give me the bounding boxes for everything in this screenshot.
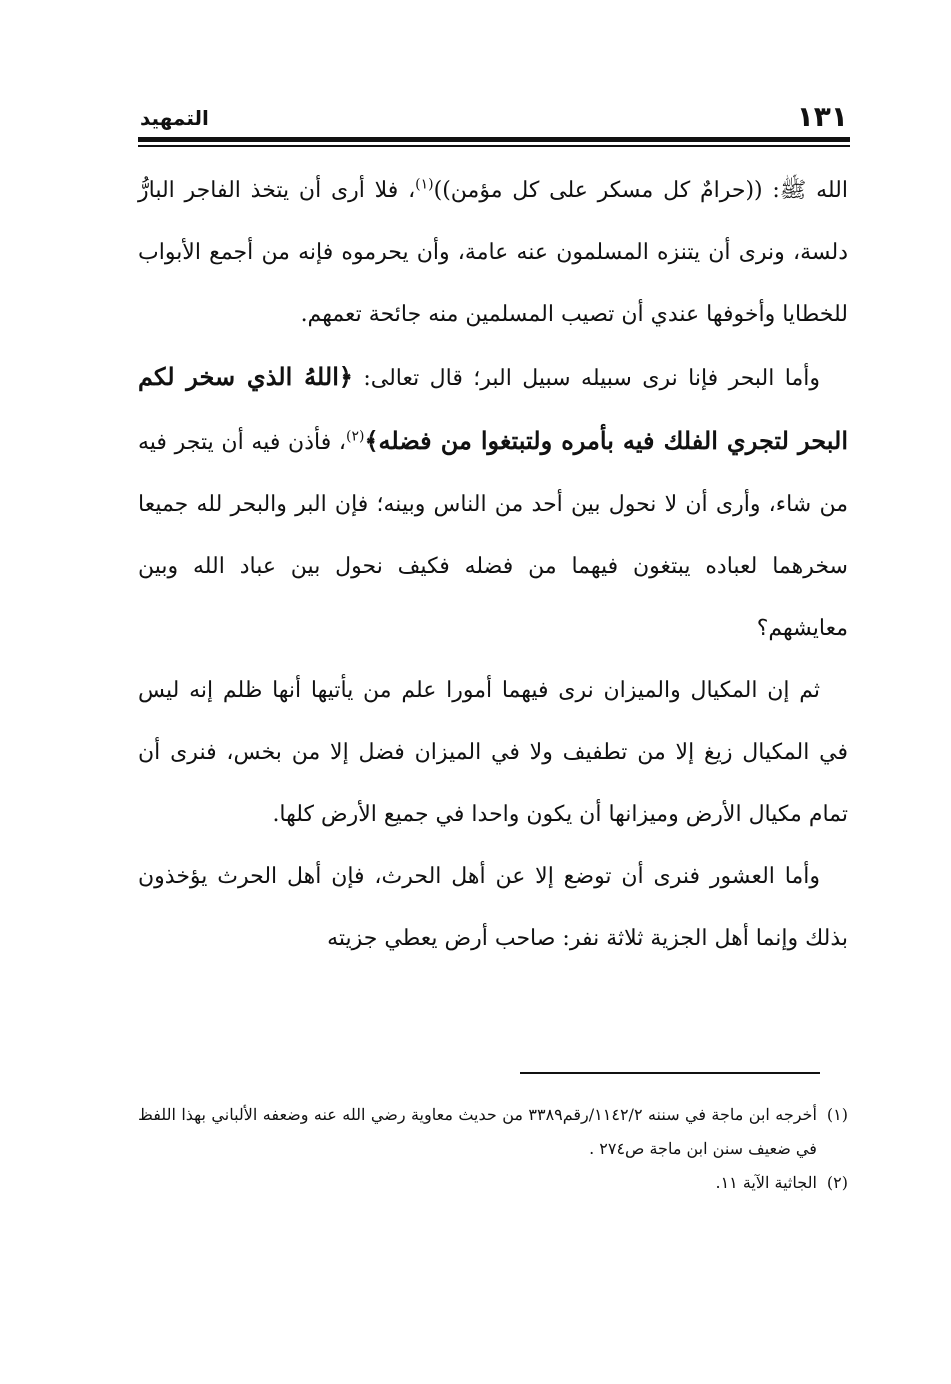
header-rule-thick [138,137,850,142]
running-head [140,100,848,136]
footnote-separator [520,1072,820,1074]
footnote-1-text: أخرجه ابن ماجة في سننه ١١٤٢/٢/رقم٣٣٨٩ من حديث معاوية رضي الله عنه وضعفه الألباني بهذا اللفظ في ضعيف سنن ابن ماجة ص٢٧٤ . [138,1105,817,1158]
paragraph-3: ثم إن المكيال والميزان نرى فيهما أمورا علم من يأتيها أنها ظلم إنه ليس في المكيال زيغ إلا من تطفيف ولا في الميزان فضل إلا من بخس، فنرى أن تمام مكيال الأرض وميزانها أن يكون واحدا في جميع الأرض كلها. [138,678,848,827]
paragraph-2 [138,346,848,660]
footnote-2-text: الجاثية الآية ١١. [715,1173,817,1192]
header-rule-thin [138,145,850,147]
footnote-ref-2[interactable]: (٢) [346,428,365,445]
footnote-2 [138,1166,848,1200]
footnote-1-mark: (١) [826,1105,848,1124]
paragraph-1-text-a: الله ﷺ: ((حرامٌ كل مسكر على كل مؤمن)) [433,178,848,203]
footnote-ref-1[interactable]: (١) [415,176,434,193]
paragraph-2-text-a: وأما البحر فإنا نرى سبيله سبيل البر؛ قال تعالى: [352,366,820,391]
quran-verse: ﴿اللهُ الذي سخر لكم البحر لتجري الفلك فيه بأمره ولتبتغوا من فضله﴾ [138,362,848,455]
footnote-2-mark: (٢) [826,1173,848,1192]
footnote-1 [138,1098,848,1166]
body-text [138,160,848,970]
paragraph-4: وأما العشور فنرى أن توضع إلا عن أهل الحرث، فإن أهل الحرث يؤخذون بذلك وإنما أهل الجزية ثلاثة نفر: صاحب أرض يعطي جزيته [138,864,848,951]
chapter-title: التمهيد [140,106,209,130]
page-number: ١٣١ [796,100,848,133]
paragraph-1-text-b: ، فلا أرى أن يتخذ الفاجر البارُّ دلسة، ونرى أن يتنزه المسلمون عنه عامة، وأن يحرموه فإنه من أجمع الأبواب للخطايا وأخوفها عندي أن تصيب المسلمين منه جائحة تعمهم. [138,178,848,327]
footnotes [138,1098,848,1200]
paragraph-2-text-b: ، فأذن فيه أن يتجر فيه من شاء، وأرى أن لا نحول بين أحد من الناس وبينه؛ فإن البر والبحر لله جميعا سخرهما لعباده يبتغون فيهما من فضله فكيف نحول بين عباد الله وبين معايشهم؟ [138,430,848,641]
paragraph-1 [138,160,848,346]
